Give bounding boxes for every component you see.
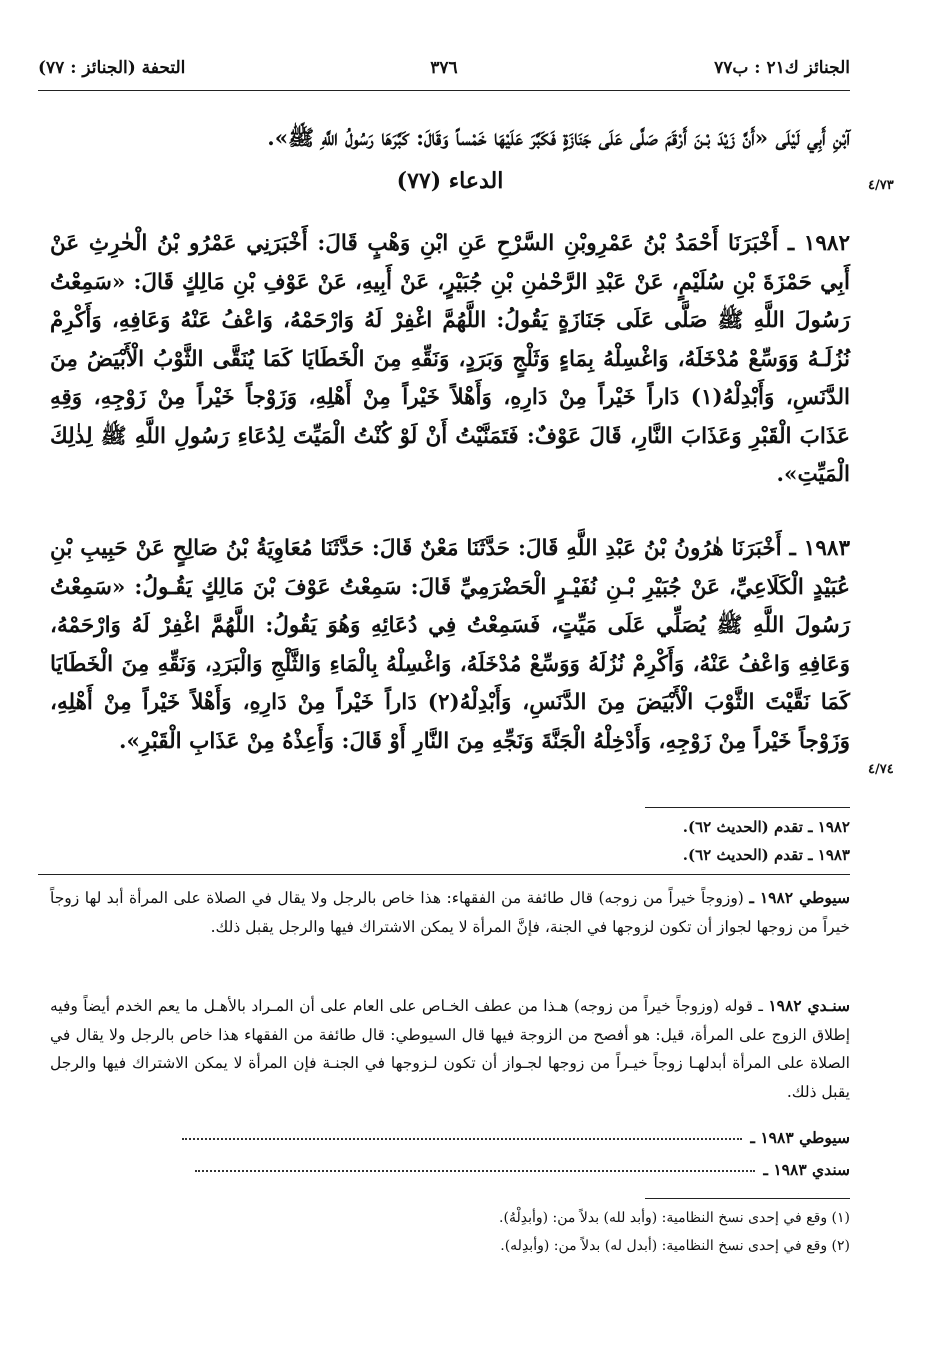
running-header <box>38 58 850 88</box>
commentary-text: (وزوجاً خيراً من زوجه) قال طائفة من الفقهاء: هذا خاص بالرجل ولا يقال في الصلاة على المرأة أبد لها زوجاً خيراً من زوجها لجواز أن تكون لزوجها في الجنة، فإنَّ المرأة لا يمكن الاشتراك فيها والرجل يقبل ذلك. <box>50 889 850 936</box>
commentary-text: ـ قوله (وزوجاً خيراً من زوجه) هـذا من عطف الخـاص على العام على أن المـراد بالأهـل ما يعم الخدم أيضاً وفيه إطلاق الزوج على المرأة، قيل: هو أفصح من الزوجة فيها قال السيوطي: قال طائفة من الفقهاء هذا خاص بالرجل ولا يقال في الصلاة على المرأة أبدلهـا زوجاً خيـراً من زوجها لجـواز أن تكون لـزوجها في الجنـة فإن المرأة لا يمكن الاشتراك فيها والرجل يقبل ذلك. <box>50 997 850 1101</box>
cross-ref-divider <box>645 807 850 808</box>
intro-line: آبْنِ أَبِي لَيْلَى «أَنَّ زَيْدَ بْـنَ أَرْقَمَ صَلَّى عَلَى جَنَازَةٍ فَكَبَّرَ عَلَيْهَا خَمْساً وَقَالَ: كَبَّرَهَا رَسُولُ اللَّهِ ﷺ». <box>267 126 850 151</box>
chapter-title: (٧٧) الدعاء <box>396 168 504 194</box>
commentary-label: سنـدي ١٩٨٢ <box>768 996 850 1015</box>
header-chapter-ref: الجنائز ك٢١ : ب٧٧ <box>714 58 850 78</box>
footnote-2: (٢) وقع في إحدى نسخ النظامية: (أبدل له) بدلاً من: (وأبدِله). <box>500 1238 850 1254</box>
header-tuhfa-ref: التحفة (الجنائز : ٧٧) <box>38 58 186 78</box>
commentary-sindi-1982 <box>50 992 850 1106</box>
commentary-sindi-1983 <box>50 1156 850 1185</box>
cross-ref-1982: ١٩٨٢ ـ تقدم (الحديث ٦٢). <box>682 818 850 836</box>
commentary-label: سيوطي ١٩٨٣ ـ <box>750 1128 850 1147</box>
commentary-divider <box>38 874 850 875</box>
commentary-label: سيوطي ١٩٨٢ ـ <box>749 888 851 907</box>
footnote-1: (١) وقع في إحدى نسخ النظامية: (وأبد لله) بدلاً من: (وأبدِلْهُ). <box>499 1210 850 1226</box>
cross-ref-1983: ١٩٨٣ ـ تقدم (الحديث ٦٢). <box>682 846 850 864</box>
commentary-suyuti-1982 <box>50 884 850 941</box>
page-number: ٣٧٦ <box>430 58 458 78</box>
header-divider <box>38 90 850 91</box>
dotted-leader <box>182 1138 742 1140</box>
margin-ref-1: ٤/٧٣ <box>868 178 894 193</box>
dotted-leader <box>195 1170 755 1172</box>
hadith-1982: ١٩٨٢ ـ أَخْبَرَنَا أَحْمَدُ بْنُ عَمْرِوبْنِ السَّرْحِ عَنِ ابْنِ وَهْبٍ قَالَ: أَخْبَرَنِي عَمْرُو بْنُ الْحٰرِثِ عَنْ أَبِي حَمْزَةَ بْنِ سُلَيْمٍ، عَنْ عَبْدِ الرَّحْمٰنِ بْنِ جُبَيْرٍ، عَنْ أَبِيهِ، عَنْ عَوْفِ بْنِ مَالِكٍ قَالَ: «سَمِعْتُ رَسُولَ اللَّهِ ﷺ صَلَّى عَلَى جَنَازَةٍ يَقُولُ: اللَّهُمَّ اغْفِرْ لَهُ وَارْحَمْهُ، وَاعْفُ عَنْهُ وَعَافِهِ، وَأَكْرِمْ نُزُلَـهُ وَوَسِّعْ مُدْخَلَهُ، وَاغْسِلْهُ بِمَاءٍ وَثَلْجٍ وَبَرَدٍ، وَنَقِّهِ مِنَ الْخَطَايَا كَمَا يُنَقَّى الثَّوْبُ الْأَبْيَضُ مِنَ الدَّنَسِ، وَأَبْدِلْهُ(١) دَاراً خَيْراً مِنْ دَارِهِ، وَأَهْلاً خَيْراً مِنْ أَهْلِهِ، وَزَوْجاً خَيْراً مِنْ زَوْجِهِ، وَقِهِ عَذَابَ الْقَبْرِ وَعَذَابَ النَّارِ، قَالَ عَوْفٌ: فَتَمَنَّيْتُ أَنْ لَوْ كُنْتُ الْمَيِّتَ لِدُعَاءِ رَسُولِ اللَّهِ ﷺ لِذٰلِكَ الْمَيِّتِ». <box>50 231 850 487</box>
commentary-label: سندي ١٩٨٣ ـ <box>763 1160 850 1179</box>
footnote-divider <box>645 1198 850 1199</box>
commentary-suyuti-1983 <box>50 1124 850 1153</box>
margin-ref-2: ٤/٧٤ <box>868 762 894 777</box>
hadith-1983: ١٩٨٣ ـ أَخْبَرَنَا هٰرُونُ بْنُ عَبْدِ اللَّهِ قَالَ: حَدَّثَنَا مَعْنٌ قَالَ: حَدَّثَنَا مُعَاوِيَةُ بْنُ صَالِحٍ عَنْ حَبِيبِ بْنِ عُبَيْدٍ الْكَلَاعِيِّ، عَنْ جُبَيْرِ بْـنِ نُفَيْـرٍ الْحَضْرَمِيِّ قَالَ: سَمِعْتُ عَوْفَ بْنَ مَالِكٍ يَقُـولُ: «سَمِعْتُ رَسُولَ اللَّهِ ﷺ يُصَلِّي عَلَى مَيِّتٍ، فَسَمِعْتُ فِي دُعَائِهِ وَهُوَ يَقُولُ: اللَّهُمَّ اغْفِرْ لَهُ وَارْحَمْهُ، وَعَافِهِ وَاعْفُ عَنْهُ، وَأَكْرِمْ نُزُلَهُ وَوَسِّعْ مُدْخَلَهُ، وَاغْسِلْهُ بِالْمَاءِ وَالثَّلْجِ وَالْبَرَدِ، وَنَقِّهِ مِنَ الْخَطَايَا كَمَا نَقَّيْتَ الثَّوْبَ الْأَبْيَضَ مِنَ الدَّنَسِ، وَأَبْدِلْهُ(٢) دَاراً خَيْراً مِنْ دَارِهِ، وَأَهْلاً خَيْراً مِنْ أَهْلِهِ، وَزَوْجاً خَيْراً مِنْ زَوْجِهِ، وَأَدْخِلْهُ الْجَنَّةَ وَنَجِّهِ مِنَ النَّارِ أَوْ قَالَ: وَأَعِذْهُ مِنْ عَذَابِ الْقَبْرِ». <box>50 536 850 754</box>
